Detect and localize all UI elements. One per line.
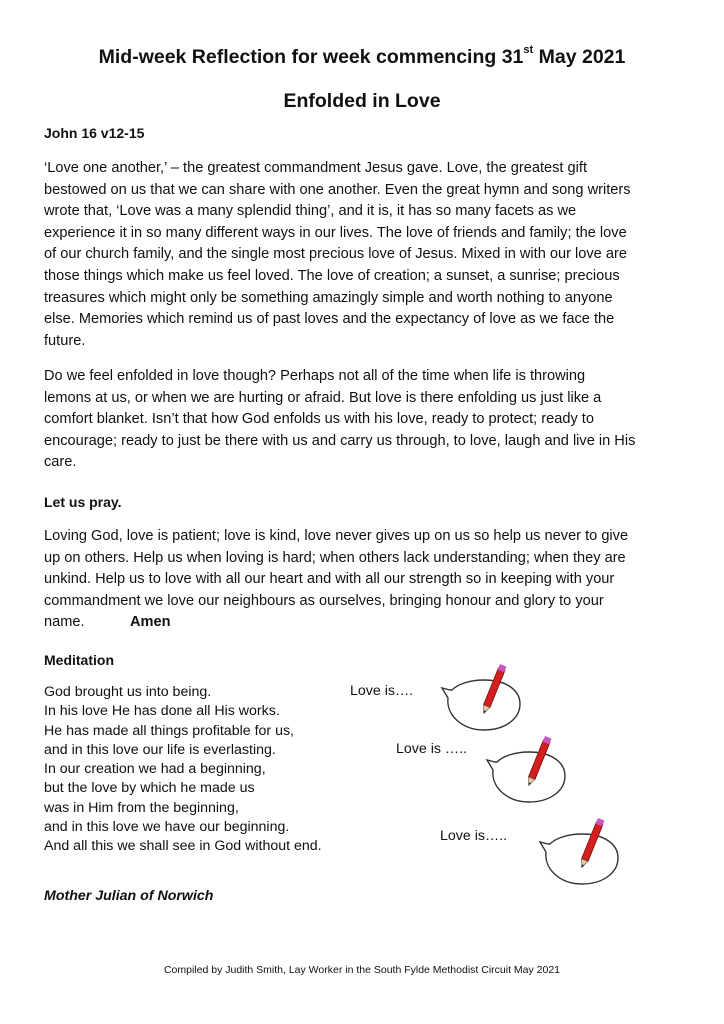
amen-label: Amen xyxy=(130,614,171,631)
speech-bubble-icon xyxy=(485,732,569,812)
paragraph-line: bestowed on us that we can share with one another. Even the great hymn and song writers xyxy=(44,181,631,198)
prayer-line: commandment we love our neighbours as ourselves, bringing honour and glory to your xyxy=(44,592,604,609)
paragraph-line: experience it in so many different ways in our lives. The love of friends and family; the love xyxy=(44,224,627,241)
poem-line: and in this love we have our beginning. xyxy=(44,819,290,836)
paragraph-line: ‘Love one another,’ – the greatest commandment Jesus gave. Love, the greatest gift xyxy=(44,160,588,176)
prayer-line: up on others. Help us when loving is hard; when others lack understanding; when they are xyxy=(44,549,626,566)
attribution: Mother Julian of Norwich xyxy=(44,888,214,904)
poem-line: was in Him from the beginning, xyxy=(44,799,239,816)
love-is-label-3: Love is….. xyxy=(440,828,508,844)
paragraph-line: encourage; ready to just be there with us and carry us through, to love, laugh and live in His xyxy=(44,432,636,449)
paragraph-line: wrote that, ‘Love was a many splendid thing’, and it is, it has so many facets as we xyxy=(44,203,577,220)
paragraph-line: lemons at us, or when we are hurting or afraid. But love is there enfolding us just like a xyxy=(44,389,602,406)
poem-line: He has made all things profitable for us, xyxy=(44,722,294,739)
paragraph-line: Do we feel enfolded in love though? Perhaps not all of the time when life is throwing xyxy=(44,368,586,384)
poem-line: but the love by which he made us xyxy=(44,780,255,797)
scripture-reference: John 16 v12-15 xyxy=(44,125,145,141)
paragraph-line: care. xyxy=(44,454,77,471)
paragraph-line: future. xyxy=(44,332,86,349)
prayer-line: unkind. Help us to love with all our heart and with all our strength so in keeping with your xyxy=(44,571,615,588)
prayer-last-word: name. xyxy=(44,614,85,631)
paragraph-line: of our church family, and the single most precious love of Jesus. Mixed in with our love are xyxy=(44,246,627,263)
love-is-label-1: Love is…. xyxy=(350,683,414,699)
poem-line: and in this love our life is everlasting. xyxy=(44,741,276,758)
paragraph-line: comfort blanket. Isn’t that how God enfolds us with his love, ready to protect; ready to xyxy=(44,411,594,428)
meditation-poem xyxy=(44,683,322,857)
reflection-paragraph-2 xyxy=(44,366,684,474)
poem-line: In our creation we had a beginning, xyxy=(44,761,266,778)
love-is-label-2: Love is ….. xyxy=(396,741,467,757)
poem-line: God brought us into being. xyxy=(44,684,212,700)
paragraph-line: those things which make us feel loved. The love of creation; a sunset, a sunrise; precious xyxy=(44,267,620,284)
reflection-paragraph-1 xyxy=(44,158,684,352)
speech-bubble-icon xyxy=(440,660,524,740)
prayer-line: Loving God, love is patient; love is kind, love never gives up on us so help us never to give xyxy=(44,528,629,544)
prayer-text xyxy=(44,526,684,634)
speech-bubble-icon xyxy=(538,814,622,894)
page-title: Mid-week Reflection for week commencing 31st May 2021 xyxy=(98,43,626,68)
prayer-line xyxy=(44,612,684,634)
page-subtitle: Enfolded in Love xyxy=(283,90,441,112)
prayer-heading: Let us pray. xyxy=(44,494,122,510)
paragraph-line: treasures which might only be something amazingly simple and worth nothing to anyone xyxy=(44,289,613,306)
paragraph-line: else. Memories which remind us of past loves and the expectancy of love as we face the xyxy=(44,311,615,328)
footer: Compiled by Judith Smith, Lay Worker in the South Fylde Methodist Circuit May 2021 xyxy=(163,964,561,976)
poem-line: In his love He has done all His works. xyxy=(44,703,280,720)
meditation-heading: Meditation xyxy=(44,652,114,668)
poem-line: And all this we shall see in God without end. xyxy=(44,838,322,855)
